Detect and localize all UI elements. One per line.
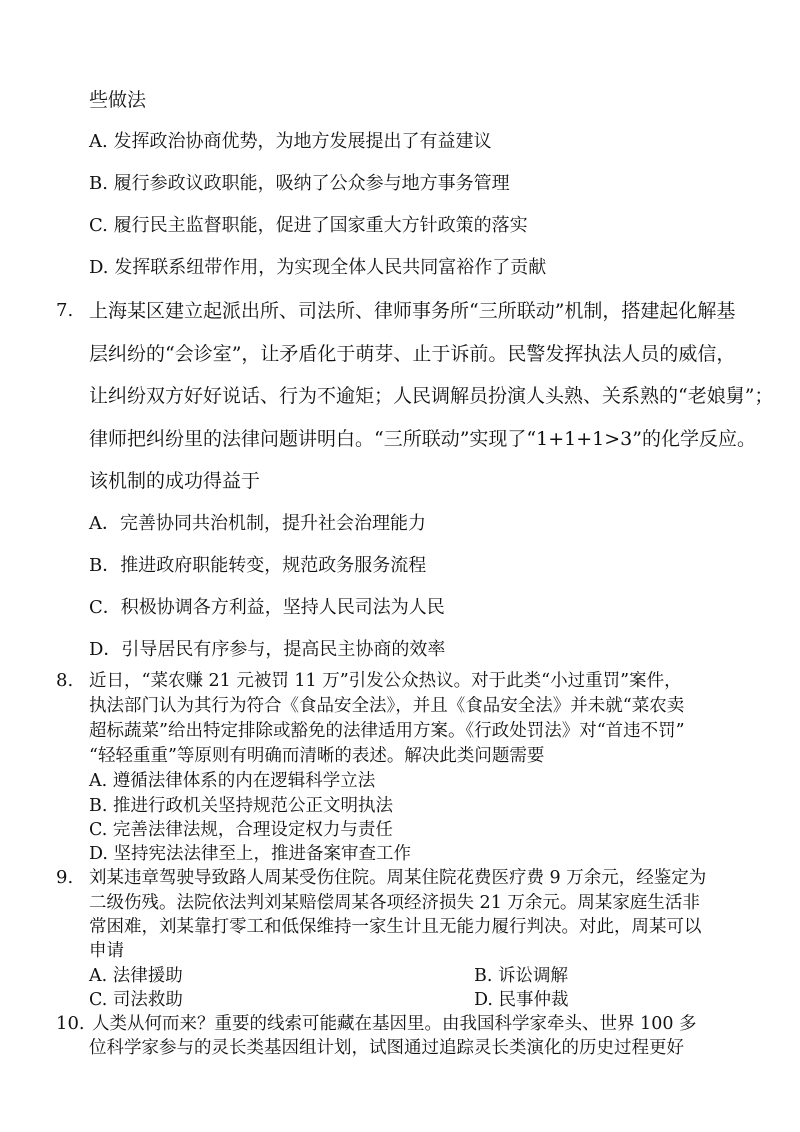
q9-number: 9.: [56, 867, 74, 888]
q8-option-c: C. 完善法律法规，合理设定权力与责任: [89, 820, 393, 840]
q10-stem-line-1: 人类从何而来？重要的线索可能藏在基因里。由我国科学家牵头、世界 100 多: [92, 1014, 697, 1034]
q9-stem-line-2: 二级伤残。法院依法判刘某赔偿周某各项经济损失 21 万余元。周某家庭生活非: [89, 893, 700, 913]
q8-stem-line-1: 近日，“菜农赚 21 元被罚 11 万”引发公众热议。对于此类“小过重罚”案件，: [89, 671, 682, 691]
q8-option-d: D. 坚持宪法法律至上，推进备案审查工作: [89, 844, 412, 864]
q8-stem-line-2: 执法部门认为其行为符合《食品安全法》，并且《食品安全法》并未就“菜农卖: [89, 696, 685, 716]
q7-option-a: A．完善协同共治机制，提升社会治理能力: [89, 513, 426, 534]
q8-number: 8.: [56, 670, 74, 691]
q7-stem-line-1: 上海某区建立起派出所、司法所、律师事务所“三所联动”机制，搭建起化解基: [89, 300, 736, 322]
q6-option-d: D. 发挥联系纽带作用，为实现全体人民共同富裕作了贡献: [89, 257, 547, 278]
q9-option-b: B. 诉讼调解: [474, 966, 568, 986]
q8-stem-line-3: 超标蔬菜”给出特定排除或豁免的法律适用方案。《行政处罚法》对“首违不罚”: [89, 721, 685, 741]
q7-number: 7.: [56, 300, 74, 321]
q7-stem-line-2: 层纠纷的“会诊室”，让矛盾化于萌芽、止于诉前。民警发挥执法人员的威信，: [89, 343, 736, 365]
q8-stem-line-4: “轻轻重重”等原则有明确而清晰的表述。解决此类问题需要: [89, 746, 545, 766]
q7-option-c: C．积极协调各方利益，坚持人民司法为人民: [89, 597, 445, 618]
q9-stem-line-1: 刘某违章驾驶导致路人周某受伤住院。周某住院花费医疗费 9 万余元，经鉴定为: [89, 868, 707, 888]
q8-option-a: A. 遵循法律体系的内在逻辑科学立法: [89, 771, 376, 791]
q9-option-a: A. 法律援助: [89, 966, 183, 986]
q6-option-c: C. 履行民主监督职能，促进了国家重大方针政策的落实: [89, 215, 528, 236]
q10-number: 10.: [56, 1013, 85, 1034]
q6-stem-continuation: 些做法: [89, 89, 147, 111]
q7-option-d: D．引导居民有序参与，提高民主协商的效率: [89, 639, 446, 660]
q10-stem-line-2: 位科学家参与的灵长类基因组计划，试图通过追踪灵长类演化的历史过程更好: [89, 1038, 684, 1058]
q9-option-d: D. 民事仲裁: [474, 990, 569, 1010]
q9-stem-line-3: 常困难，刘某靠打零工和低保维持一家生计且无能力履行判决。对此，周某可以: [89, 917, 702, 937]
q9-stem-line-4: 申请: [89, 941, 124, 961]
q7-option-b: B．推进政府职能转变，规范政务服务流程: [89, 555, 427, 576]
q6-option-a: A. 发挥政治协商优势，为地方发展提出了有益建议: [89, 131, 492, 152]
q6-option-b: B. 履行参政议政职能，吸纳了公众参与地方事务管理: [89, 173, 510, 194]
q9-option-c: C. 司法救助: [89, 990, 183, 1010]
q7-stem-line-5: 该机制的成功得益于: [89, 470, 261, 492]
q7-stem-line-4: 律师把纠纷里的法律问题讲明白。“三所联动”实现了“1+1+1>3”的化学反应。: [89, 428, 756, 450]
q8-option-b: B. 推进行政机关坚持规范公正文明执法: [89, 796, 393, 816]
q7-stem-line-3: 让纠纷双方好好说话、行为不逾矩；人民调解员扮演人头熟、关系熟的“老娘舅”；: [89, 385, 774, 407]
